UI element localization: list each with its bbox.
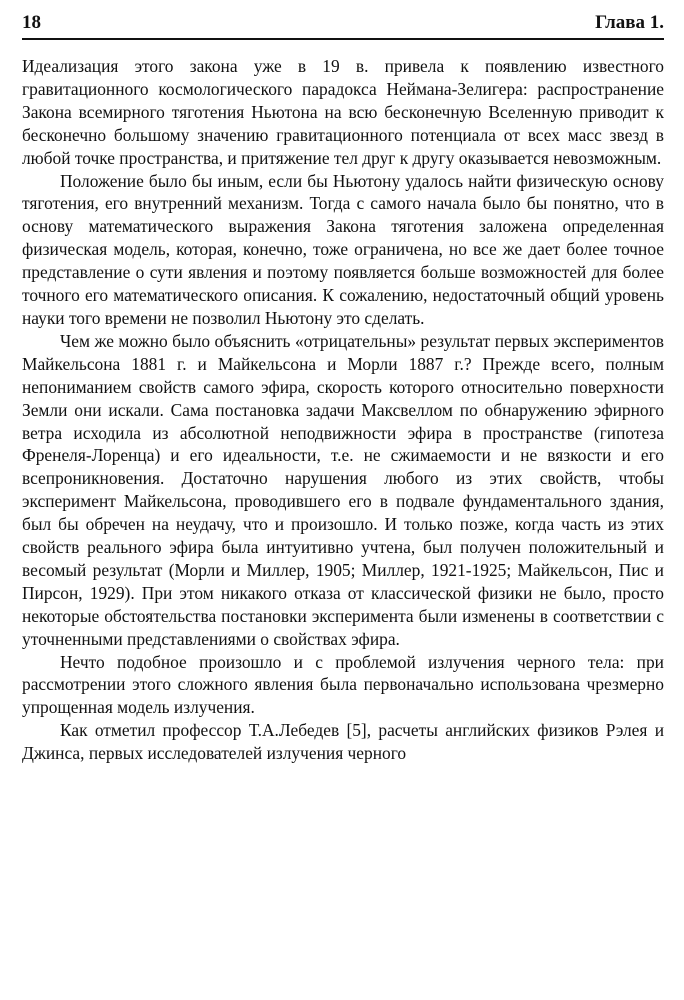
body-text: [22, 55, 664, 765]
paragraph-4: Нечто подобное произошло и с проблемой излучения черного тела: при рассмотрении этого сложного явления была первоначально использована чрезмерно упрощенная модель излучения.: [22, 651, 664, 718]
paragraph-5: Как отметил профессор Т.А.Лебедев [5], расчеты английских физиков Рэлея и Джинса, первых исследователей излучения черного: [22, 720, 664, 764]
page-number: 18: [22, 12, 41, 33]
paragraph-1: Идеализация этого закона уже в 19 в. привела к появлению известного гравитационного космологического парадокса Неймана-Зелигера: распространение Закона всемирного тяготения Ньютона на всю бесконечную Вселенную приводит к бесконечно большому значению гравитационного потенциала от всех масс звезд в любой точке пространства, и притяжение тел друг к другу оказывается невозможным.: [22, 56, 664, 168]
paragraph-2: Положение было бы иным, если бы Ньютону удалось найти физическую основу тяготения, его внутренний механизм. Тогда с самого начала было бы понятно, что в основу математического выражения Закона тяготения заложена определенная физическая модель, которая, конечно, тоже ограничена, но все же дает более точное представление о сути явления и поэтому появляется больше возможностей для более точного его математического описания. К сожалению, недостаточный общий уровень науки того времени не позволил Ньютону это сделать.: [22, 170, 664, 328]
paragraph-3: Чем же можно было объяснить «отрицательны» результат первых экспериментов Майкельсона 1881 г. и Майкельсона и Морли 1887 г.? Прежде всего, полным непониманием свойств самого эфира, скорость которого относительно поверхности Земли они искали. Сама постановка задачи Максвеллом по обнаружению эфирного ветра исходила из абсолютной неподвижности эфира в пространстве (гипотеза Френеля-Лоренца) и его идеальности, т.е. не сжимаемости и не вязкости и его всепроникновения. Достаточно нарушения любого из этих свойств, чтобы эксперимент Майкельсона, проводившего его в подвале фундаментального здания, был бы обречен на неудачу, что и произошло. И только позже, когда часть из этих свойств реального эфира была интуитивно учтена, был получен положительный и весомый результат (Морли и Миллер, 1905; Миллер, 1921-1925; Майкельсон, Пис и Пирсон, 1929). При этом никакого отказа от классической физики не было, просто некоторые обстоятельства постановки эксперимента были изменены в соответствии с уточненными представлениями о свойствах эфира.: [22, 330, 664, 649]
running-header: [22, 8, 664, 40]
chapter-title: Глава 1.: [595, 12, 664, 33]
